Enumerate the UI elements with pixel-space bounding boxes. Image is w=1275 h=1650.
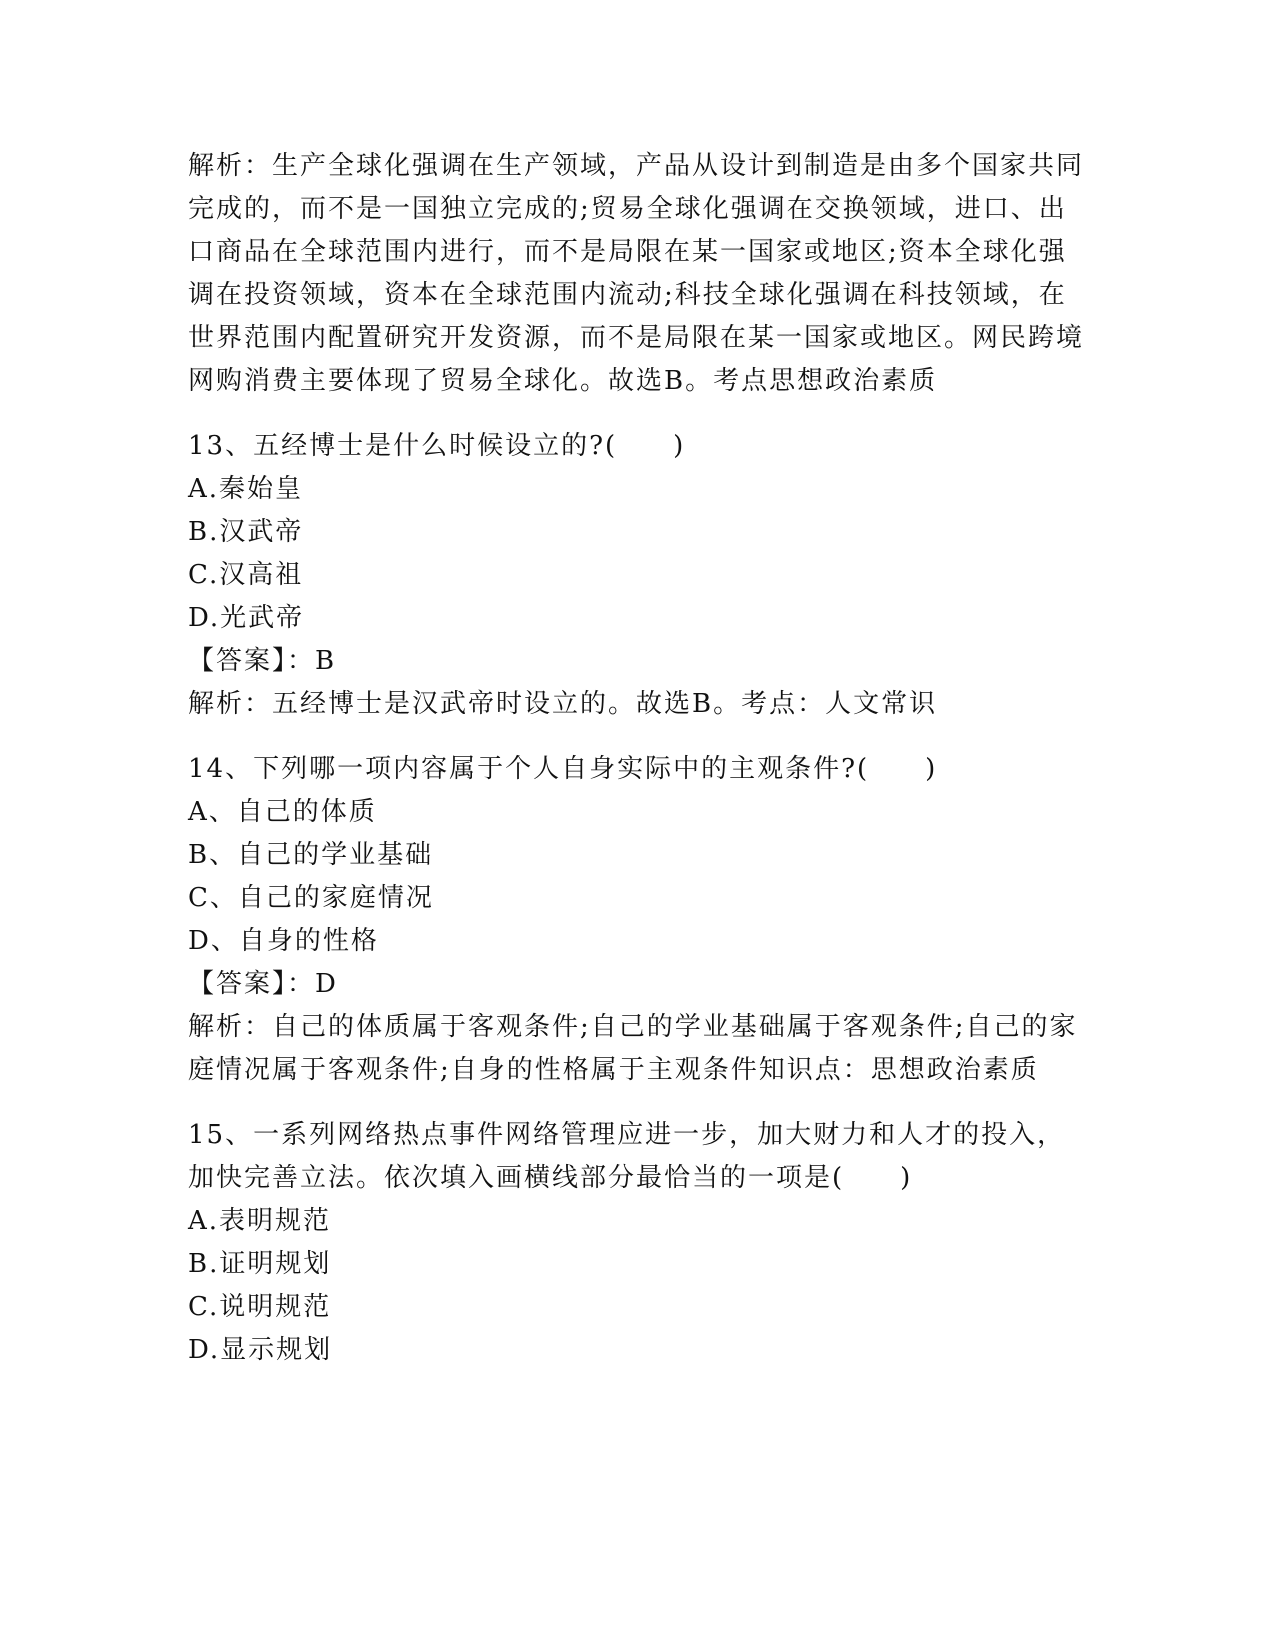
question-stem: 15、一系列网络热点事件网络管理应进一步，加大财力和人才的投入，加快完善立法。依次填入画横线部分最恰当的一项是( ) — [188, 1120, 1066, 1193]
option-b: B.汉武帝 — [188, 517, 304, 547]
option-d: D、自身的性格 — [188, 926, 379, 956]
option-c: C.汉高祖 — [188, 560, 304, 590]
answer-analysis: 解析：五经博士是汉武帝时设立的。故选B。考点：人文常识 — [188, 689, 938, 719]
document-body — [188, 145, 1088, 1372]
option-b: B、自己的学业基础 — [188, 840, 434, 870]
question-13 — [188, 425, 1088, 726]
answer-line: 【答案】：B — [188, 646, 337, 676]
question-15 — [188, 1114, 1088, 1372]
option-a: A.秦始皇 — [188, 474, 304, 504]
question-14 — [188, 748, 1088, 1092]
question-stem: 13、五经博士是什么时候设立的?( ) — [188, 431, 686, 461]
option-c: C.说明规范 — [188, 1292, 332, 1322]
spacer — [188, 726, 1088, 748]
previous-answer-analysis: 解析：生产全球化强调在生产领域，产品从设计到制造是由多个国家共同完成的，而不是一国独立完成的;贸易全球化强调在交换领域，进口、出口商品在全球范围内进行，而不是局限在某一国家或地区;资本全球化强调在投资领域，资本在全球范围内流动;科技全球化强调在科技领域，在世界范围内配置研究开发资源，而不是局限在某一国家或地区。网民跨境网购消费主要体现了贸易全球化。故选B。考点思想政治素质 — [188, 151, 1085, 396]
option-b: B.证明规划 — [188, 1249, 332, 1279]
option-d: D.光武帝 — [188, 603, 305, 633]
option-d: D.显示规划 — [188, 1335, 333, 1365]
option-c: C、自己的家庭情况 — [188, 883, 434, 913]
answer-line: 【答案】：D — [188, 969, 338, 999]
spacer — [188, 403, 1088, 425]
option-a: A、自己的体质 — [188, 797, 377, 827]
answer-analysis: 解析：自己的体质属于客观条件;自己的学业基础属于客观条件;自己的家庭情况属于客观条件;自身的性格属于主观条件知识点：思想政治素质 — [188, 1012, 1078, 1085]
spacer — [188, 1092, 1088, 1114]
question-stem: 14、下列哪一项内容属于个人自身实际中的主观条件?( ) — [188, 754, 938, 784]
option-a: A.表明规范 — [188, 1206, 332, 1236]
